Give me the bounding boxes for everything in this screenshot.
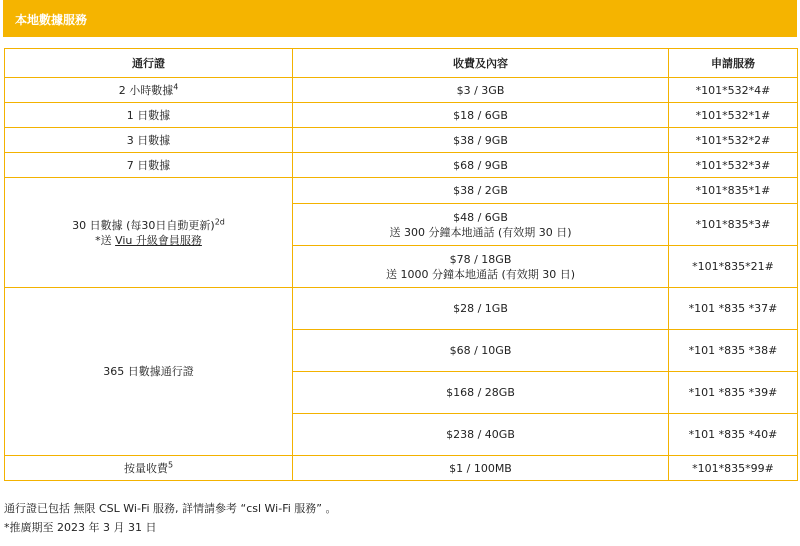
column-header-price: 收費及內容 <box>293 49 669 78</box>
code-cell: *101 *835 *39# <box>669 372 798 414</box>
price-cell <box>293 246 669 288</box>
pass-name: 2 小時數據 <box>118 83 174 97</box>
price-cell: $38 / 2GB <box>293 178 669 204</box>
code-cell: *101*532*2# <box>669 128 798 153</box>
plan-price: $48 / 6GB <box>453 210 508 224</box>
pass-name: 30 日數據 (每30日自動更新) <box>72 218 215 232</box>
code-cell: *101*835*99# <box>669 456 798 481</box>
pass-cell <box>5 456 293 481</box>
plan-price: $78 / 18GB <box>449 252 512 266</box>
code-cell: *101*835*3# <box>669 204 798 246</box>
price-cell: $3 / 3GB <box>293 78 669 103</box>
footnote-promo-period: *推廣期至 2023 年 3 月 31 日 <box>4 521 157 534</box>
table-row <box>5 128 798 153</box>
pass-cell: 3 日數據 <box>5 128 293 153</box>
viu-promo-link[interactable]: Viu 升級會員服務 <box>115 233 202 247</box>
price-cell: $238 / 40GB <box>293 414 669 456</box>
table-row <box>5 288 798 330</box>
promo-prefix: *送 <box>95 233 116 247</box>
price-cell: $68 / 10GB <box>293 330 669 372</box>
price-cell: $1 / 100MB <box>293 456 669 481</box>
footnote-ref: 5 <box>167 459 174 469</box>
pass-cell-30-day <box>5 178 293 288</box>
pass-name: 按量收費 <box>123 461 168 475</box>
code-cell: *101 *835 *38# <box>669 330 798 372</box>
data-plans-table <box>4 48 798 481</box>
plan-bonus: 送 1000 分鐘本地通話 (有效期 30 日) <box>385 267 576 281</box>
footnotes <box>4 499 336 537</box>
pass-cell <box>5 78 293 103</box>
code-cell: *101 *835 *37# <box>669 288 798 330</box>
footnote-ref: 4 <box>173 81 179 91</box>
price-cell: $68 / 9GB <box>293 153 669 178</box>
code-cell: *101*835*1# <box>669 178 798 204</box>
section-title: 本地數據服務 <box>15 13 88 27</box>
table-row <box>5 103 798 128</box>
pass-cell: 1 日數據 <box>5 103 293 128</box>
price-cell <box>293 204 669 246</box>
table-header-row <box>5 49 798 78</box>
column-header-pass: 通行證 <box>5 49 293 78</box>
table-row <box>5 178 798 204</box>
price-cell: $18 / 6GB <box>293 103 669 128</box>
column-header-code: 申請服務 <box>669 49 798 78</box>
code-cell: *101 *835 *40# <box>669 414 798 456</box>
table-row <box>5 456 798 481</box>
code-cell: *101*835*21# <box>669 246 798 288</box>
pass-cell: 7 日數據 <box>5 153 293 178</box>
footnote-ref: 2d <box>214 216 225 226</box>
code-cell: *101*532*4# <box>669 78 798 103</box>
plan-bonus: 送 300 分鐘本地通話 (有效期 30 日) <box>389 225 572 239</box>
price-cell: $28 / 1GB <box>293 288 669 330</box>
code-cell: *101*532*3# <box>669 153 798 178</box>
table-row <box>5 78 798 103</box>
footnote-wifi: 通行證已包括 無限 CSL Wi-Fi 服務, 詳情請參考 “csl Wi-Fi 服務” 。 <box>4 502 337 515</box>
code-cell: *101*532*1# <box>669 103 798 128</box>
price-cell: $38 / 9GB <box>293 128 669 153</box>
section-header <box>3 0 797 37</box>
price-cell: $168 / 28GB <box>293 372 669 414</box>
table-row <box>5 153 798 178</box>
pass-cell-365-day: 365 日數據通行證 <box>5 288 293 456</box>
